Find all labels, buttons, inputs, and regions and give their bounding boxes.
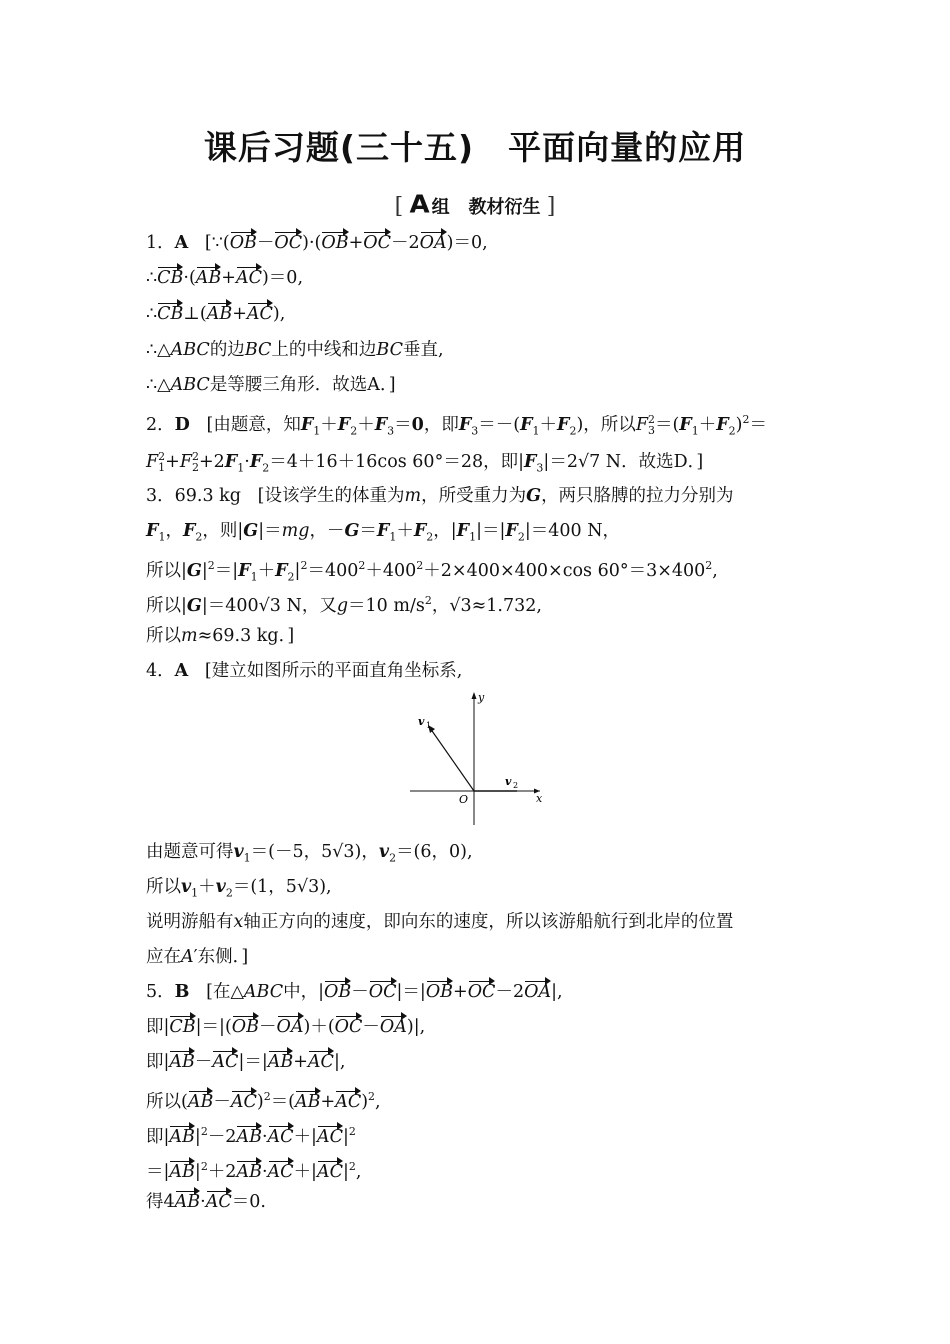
coordinate-figure	[405, 688, 545, 828]
x-label: x	[536, 792, 543, 805]
p5-line-1: 5．B [在△ABC中，|OB－OC|＝|OB+OC－2OA|,	[146, 982, 563, 1002]
p3-line-2: $F_1$，$F_2$，则|G|＝mg，$-G=F_1+F_2$，$|F_1|=|F_2|=400$ N，	[146, 521, 621, 544]
p1-line-5: ∴△ABC是等腰三角形．故选A．]	[146, 375, 396, 395]
y-label: y	[478, 691, 485, 704]
p1-line-2: ∴CB·(AB+AC)＝0,	[146, 268, 304, 288]
p5-answer: B	[174, 982, 190, 1002]
group-letter: A	[409, 190, 430, 220]
p5-line-5: 即$|AB|^2-2AB\cdot AC+|AC|^2$	[146, 1125, 356, 1147]
p1-line-1: 1．A [∵(OB－OC)·(OB+OC－2OA)＝0,	[146, 233, 488, 253]
p4-text-1: [建立如图所示的平面直角坐标系,	[204, 661, 463, 681]
p4-line-5: 应在A′东侧．]	[146, 947, 249, 967]
p3-line-1: 3．69.3 kg [设该学生的体重为m，所受重力为G，两只胳膊的拉力分别为	[146, 486, 734, 506]
v2-label: v	[505, 775, 512, 788]
y-axis-arrow	[472, 692, 477, 699]
p3-answer: 69.3 kg	[174, 486, 241, 506]
group-heading	[0, 190, 950, 220]
p4-line-1	[146, 659, 462, 683]
p1-line-3: ∴CB⊥(AB+AC),	[146, 304, 286, 324]
p5-line-6: $=|AB|^2+2AB\cdot AC+|AC|^2$,	[146, 1160, 362, 1182]
p5-line-4: 所以$(AB-AC)^2=(AB+AC)^2$,	[146, 1090, 381, 1112]
p5-number: 5．	[146, 982, 175, 1002]
group-text: 教材衍生	[468, 197, 541, 218]
p5-line-2: 即|CB|＝|(OB－OA)＋(OC－OA)|,	[146, 1017, 426, 1037]
v1-vector	[430, 728, 474, 791]
p2-line-1: 2．D [由题意，知$F_1+F_2+F_3=0$，即$F_3=-(F_1+F_2)$，所以$F^2_3=(F_1+F_2)^2=$	[146, 413, 767, 438]
origin-label: O	[459, 793, 469, 806]
p4-line-2: 由题意可得$v_1=(-5$，5√3)，$v_2=(6$，0),	[146, 842, 473, 865]
p4-line-4: 说明游船有x轴正方向的速度，即向东的速度，所以该游船航行到北岸的位置	[146, 912, 734, 932]
group-label: 组	[431, 197, 450, 218]
p4-line-3: 所以$v_1+v_2=(1$，5√3),	[146, 877, 332, 900]
p3-line-4: 所以|G|＝400√3 N，又g＝10 $m/s^2$，√3≈1.732,	[146, 594, 542, 616]
p1-answer: A	[174, 233, 189, 253]
v1-label: v	[418, 715, 425, 728]
v1-subscript: 1	[426, 721, 432, 730]
p3-line-3: 所以$|G|^2=|F_1+F_2|^2=400^2+400^2+2\times 400\times 400\times\cos$ $60^\circ=3\times 400^2$,	[146, 559, 718, 584]
p4-answer: A	[174, 661, 189, 681]
v2-subscript: 2	[513, 781, 519, 790]
p4-number: 4．	[146, 661, 175, 681]
bracket-open: [	[394, 194, 404, 219]
p5-line-3: 即|AB－AC|＝|AB+AC|,	[146, 1052, 346, 1072]
bracket-close: ]	[546, 194, 556, 219]
p2-number: 2．	[146, 414, 175, 435]
p5-line-7: 得4AB·AC＝0.	[146, 1192, 266, 1212]
p3-line-5: 所以m≈69.3 kg．]	[146, 626, 295, 646]
p2-answer: D	[174, 414, 190, 435]
p1-line-4: ∴△ABC的边BC上的中线和边BC垂直,	[146, 340, 444, 360]
page-title: 课后习题(三十五) 平面向量的应用	[203, 128, 747, 167]
p2-line-2: $F^2_1+F^2_2+2F_1\cdot F_2=4+16+16\cos$ 60°＝28，即$|F_3|=2√7$ N．故选D．]	[146, 450, 704, 475]
p1-number: 1．	[146, 233, 175, 253]
p3-number: 3．	[146, 486, 175, 506]
